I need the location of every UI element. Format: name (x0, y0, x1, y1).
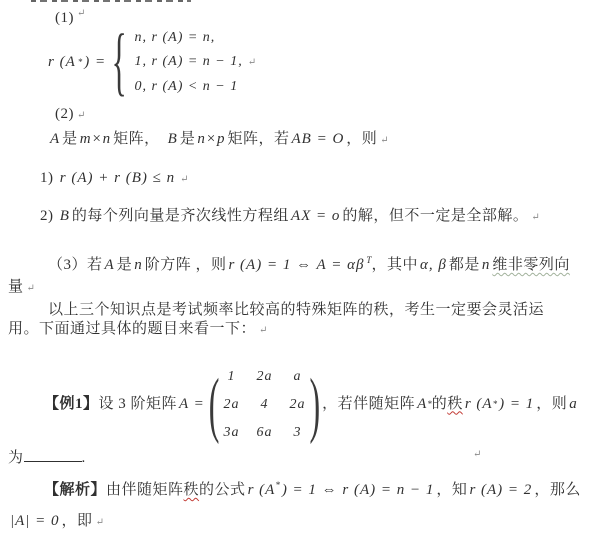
var-B: B (59, 208, 70, 224)
analysis-tag: 【解析】 (44, 482, 107, 498)
paragraph-mark-icon: ↵ (95, 517, 104, 528)
text-grammar-underlined: 维非零列向 (492, 257, 570, 273)
matrix-cell: 6a (256, 424, 273, 440)
matrix-cell: 2a (256, 368, 273, 384)
text-spell-underlined: 秩 (447, 395, 463, 412)
paragraph-mark-icon: ↵ (26, 283, 35, 294)
summary-line-2 (8, 320, 267, 340)
text: 用。下面通过具体的题目来看一下： (8, 321, 257, 337)
adjugate-star: * (275, 480, 280, 490)
paragraph-mark-icon: ↵ (259, 325, 268, 336)
text: 为 (8, 450, 24, 466)
determinant-line (8, 512, 104, 532)
text: 阶方阵 ，则 (144, 257, 227, 273)
left-paren-icon: ( (208, 361, 220, 445)
text: ，则 (536, 395, 568, 412)
dims-mxn: m×n (79, 131, 112, 147)
item-1-heading (55, 4, 85, 28)
clipped-previous-line (31, 0, 191, 2)
example-1-tag: 【例1】 (44, 395, 99, 412)
vars-alpha-beta: α, β (419, 257, 447, 273)
paragraph-mark-icon: ↵ (180, 174, 189, 185)
point-1 (40, 169, 188, 189)
paragraph-mark-icon: ↵ (473, 449, 482, 460)
text: 是 (116, 257, 133, 273)
text: 以上三个知识点是考试频率比较高的特殊矩阵的秩，考生一定要会灵活运 (48, 302, 545, 318)
paragraph-mark-icon: ↵ (247, 57, 257, 68)
adjugate-rank-formula (46, 19, 257, 105)
paragraph-mark-icon: ↵ (77, 110, 86, 121)
text: ，即 (61, 513, 93, 529)
eq-A: A = (179, 395, 205, 412)
text: 量 (8, 279, 24, 295)
var-A: A (104, 257, 115, 273)
paragraph-mark-icon: ↵ (380, 135, 389, 146)
text: ，则 (346, 131, 378, 147)
matrix-cell: 1 (227, 368, 236, 384)
det-A-zero: |A| = 0 (10, 513, 60, 529)
text: 由伴随矩阵 (106, 482, 184, 498)
text: . (81, 450, 86, 466)
var-n: n (481, 257, 491, 273)
matrix-cell: a (293, 368, 302, 384)
answer-blank (24, 446, 82, 462)
paragraph-mark-floating (470, 444, 481, 464)
item-1-label: (1) (55, 10, 74, 26)
example-1 (44, 362, 580, 446)
var-B: B (167, 131, 178, 147)
eq-ax-o: AX = o (290, 208, 341, 224)
text: ，若伴随矩阵 (322, 395, 416, 412)
case-1: n, r (A) = n, (134, 30, 216, 45)
summary-line-1 (48, 301, 544, 320)
text: 的每个列向量是齐次线性方程组 (71, 208, 289, 224)
rank-formula-rhs: ) = 1 ⇔ r (A) = n − 1 (281, 482, 435, 498)
item-2-label: (2) (55, 106, 74, 122)
matrix-cell: 3 (293, 424, 302, 440)
text: ，知 (436, 482, 468, 498)
item-2-heading (55, 105, 85, 125)
text: ，其中 (371, 257, 418, 273)
rank-eq-2: r (A) = 2 (469, 482, 533, 498)
rank-formula: r (A (247, 482, 276, 498)
text-spell-underlined: 秩 (183, 482, 200, 498)
text: 都是 (448, 257, 480, 273)
case-3: 0, r (A) < n − 1 (134, 79, 239, 94)
matrix-cell: 2a (289, 396, 306, 412)
formula-lhs: r (A (48, 53, 76, 70)
text: 是 (62, 131, 78, 147)
case-2-row (133, 51, 257, 73)
matrix-A (223, 367, 305, 442)
matrix-cell: 2a (223, 396, 240, 412)
item-3-wrap (8, 278, 35, 298)
paragraph-mark-icon: ↵ (77, 8, 86, 19)
item-3-label: （3）若 (48, 257, 103, 273)
point-2 (40, 207, 540, 227)
formula-lhs-close: ) = (84, 53, 107, 70)
adjugate-star: * (492, 398, 498, 409)
rank1-equivalence: r (A) = 1 ⇔ A = αβ (228, 257, 365, 273)
var-A-star: A (417, 395, 428, 412)
var-A: A (50, 131, 61, 147)
adjugate-star: * (77, 56, 83, 67)
dims-nxp: n×p (197, 131, 226, 147)
statement-ab-zero (48, 130, 389, 150)
matrix-cell: 4 (260, 396, 269, 412)
var-a: a (569, 395, 578, 412)
text: 设 3 阶矩阵 (98, 395, 178, 412)
paragraph-mark-icon: ↵ (531, 212, 540, 223)
left-brace-icon: { (111, 19, 127, 105)
rank-expr: r (A (464, 395, 493, 412)
text: 是 (179, 131, 196, 147)
right-paren-icon: ) (309, 361, 321, 445)
var-n: n (134, 257, 143, 273)
item-3-statement (48, 251, 570, 275)
eq-ab-o: AB = O (291, 131, 345, 147)
point-1-number: 1) (40, 170, 58, 186)
adjugate-star: * (427, 398, 432, 409)
answer-blank-line (8, 446, 86, 468)
rank-inequality: r (A) + r (B) ≤ n (59, 170, 176, 186)
text: 的解，但不一定是全部解。 (342, 208, 529, 224)
point-2-number: 2) (40, 208, 58, 224)
text: ，那么 (534, 482, 581, 498)
transpose-T: T (366, 255, 372, 265)
text: 矩阵，若 (227, 131, 290, 147)
formula-cases (133, 27, 257, 97)
text: 的 (431, 395, 448, 412)
matrix-cell: 3a (223, 424, 240, 440)
analysis (44, 476, 581, 500)
text: 的公式 (199, 482, 246, 498)
rank-eq-1: ) = 1 (499, 395, 535, 412)
text: 矩阵， (113, 131, 160, 147)
case-2: 1, r (A) = n − 1, (134, 54, 243, 69)
